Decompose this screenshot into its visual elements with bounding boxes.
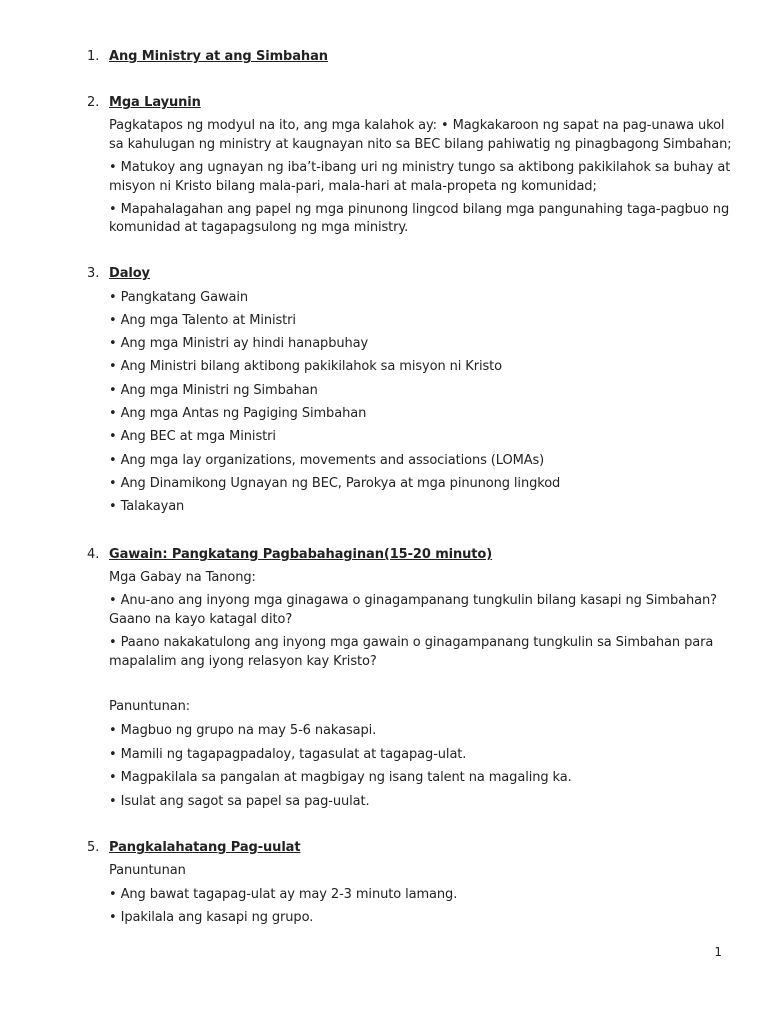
section-number: 3.: [87, 266, 100, 281]
list-item: • Ang Dinamikong Ugnayan ng BEC, Parokya at mga pinunong lingkod: [109, 476, 561, 491]
body-line: Panuntunan:: [109, 699, 191, 714]
body-line: sa kahulugan ng ministry at kaugnayan nito sa BEC bilang pahiwatig ng pinagbagong Simbahan;: [109, 137, 732, 152]
list-item: • Ang mga Ministri ng Simbahan: [109, 383, 318, 398]
list-item: • Ang mga Antas ng Pagiging Simbahan: [109, 406, 367, 421]
list-item: • Mamili ng tagapagpadaloy, tagasulat at tagapag-ulat.: [109, 747, 467, 762]
list-item: • Magbuo ng grupo na may 5-6 nakasapi.: [109, 723, 377, 738]
list-item: • Ang mga Ministri ay hindi hanapbuhay: [109, 336, 369, 351]
body-line: • Matukoy ang ugnayan ng iba’t-ibang uri ng ministry tungo sa aktibong pakikilahok sa buhay at: [109, 160, 731, 175]
list-item: • Isulat ang sagot sa papel sa pag-uulat.: [109, 794, 370, 809]
list-item: • Ipakilala ang kasapi ng grupo.: [109, 910, 314, 925]
list-item: • Magpakilala sa pangalan at magbigay ng isang talent na magaling ka.: [109, 770, 572, 785]
section-number: 5.: [87, 840, 100, 855]
body-line: mapalalim ang iyong relasyon kay Kristo?: [109, 654, 377, 669]
section-title: Pangkalahatang Pag-uulat: [109, 840, 301, 855]
section-title: Mga Layunin: [109, 95, 201, 110]
list-item: • Ang Ministri bilang aktibong pakikilahok sa misyon ni Kristo: [109, 359, 503, 374]
section-title: Daloy: [109, 266, 150, 281]
body-line: komunidad at tagapagsulong ng mga ministry.: [109, 220, 409, 235]
body-line: • Paano nakakatulong ang inyong mga gawain o ginagampanang tungkulin sa Simbahan para: [109, 635, 714, 650]
section-title: Ang Ministry at ang Simbahan: [109, 49, 328, 64]
page-number: 1: [714, 945, 722, 959]
list-item: • Ang mga Talento at Ministri: [109, 313, 296, 328]
body-line: Gaano na kayo katagal dito?: [109, 612, 293, 627]
list-item: • Ang bawat tagapag-ulat ay may 2-3 minuto lamang.: [109, 887, 458, 902]
body-line: misyon ni Kristo bilang mala-pari, mala-hari at mala-propeta ng komunidad;: [109, 179, 597, 194]
body-line: Mga Gabay na Tanong:: [109, 570, 256, 585]
list-item: • Pangkatang Gawain: [109, 290, 249, 305]
list-item: • Talakayan: [109, 499, 185, 514]
body-line: Pagkatapos ng modyul na ito, ang mga kalahok ay: • Magkakaroon ng sapat na pag-unawa ukol: [109, 118, 725, 133]
body-line: • Anu-ano ang inyong mga ginagawa o ginagampanang tungkulin bilang kasapi ng Simbahan?: [109, 593, 717, 608]
body-line: • Mapahalagahan ang papel ng mga pinunong lingcod bilang mga pangunahing taga-pagbuo ng: [109, 202, 730, 217]
list-item: • Ang mga lay organizations, movements and associations (LOMAs): [109, 453, 545, 468]
section-title: Gawain: Pangkatang Pagbabahaginan(15-20 minuto): [109, 547, 493, 562]
section-number: 2.: [87, 95, 100, 110]
section-number: 1.: [87, 49, 100, 64]
section-number: 4.: [87, 547, 100, 562]
list-item: • Ang BEC at mga Ministri: [109, 429, 276, 444]
body-line: Panuntunan: [109, 863, 186, 878]
